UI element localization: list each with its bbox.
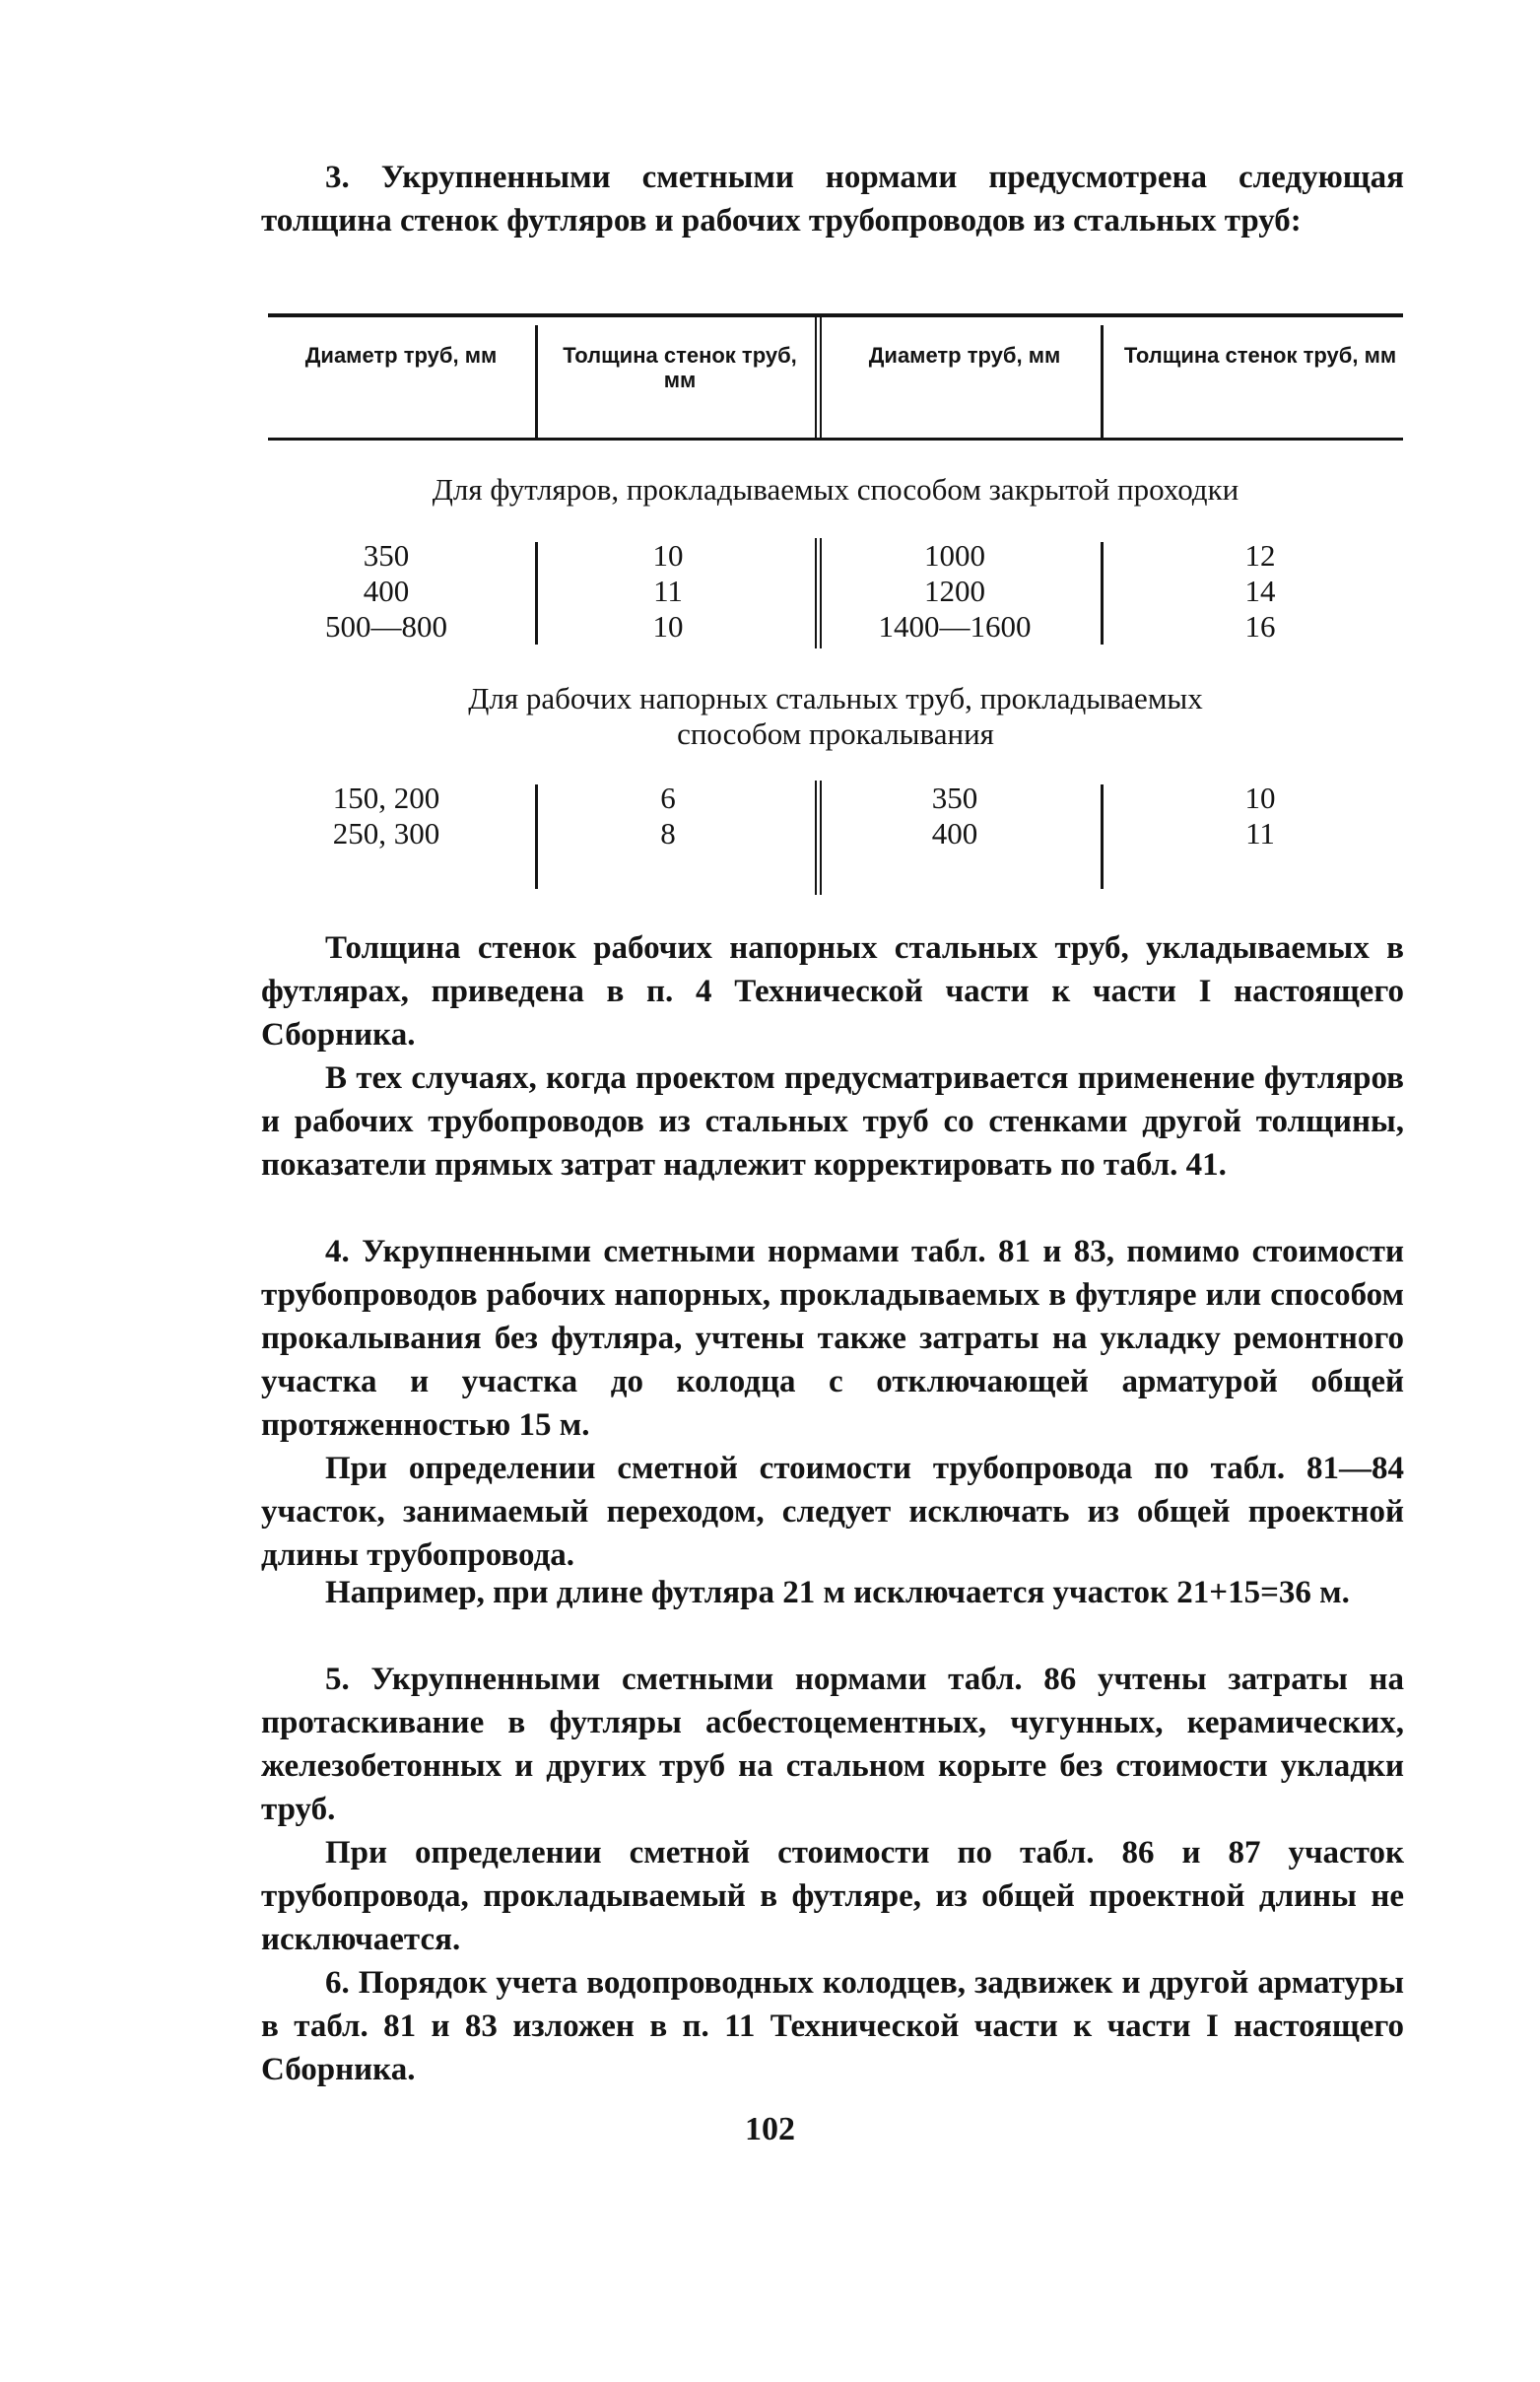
cell-thickness: 6 <box>660 781 676 815</box>
cell-thickness: 8 <box>660 816 676 851</box>
header-diameter-2: Диаметр труб, мм <box>868 343 1061 368</box>
paragraph-transition-length: При определении сметной стоимости трубопровода по табл. 81—84 участок, занимаемый переходом, следует исключать из общей проектной длины трубопровода. <box>261 1451 1404 1573</box>
header-diameter-1: Диаметр труб, мм <box>304 343 498 368</box>
section-pipes-title-line1: Для рабочих напорных стальных труб, прокладываемых <box>468 681 1203 715</box>
intro-paragraph: 3. Укрупненными сметными нормами предусмотрена следующая толщина стенок футляров и рабочих трубопроводов из стальных труб: <box>261 160 1404 238</box>
column-divider-2 <box>815 781 822 895</box>
header-thickness-2: Толщина стенок труб, мм <box>1123 343 1397 368</box>
header-divider-3 <box>1101 325 1104 438</box>
cell-diameter: 150, 200 <box>332 781 440 815</box>
column-divider-1 <box>535 542 538 645</box>
cell-thickness: 14 <box>1244 574 1276 608</box>
section-casings-title: Для футляров, прокладываемых способом закрытой проходки <box>432 472 1239 507</box>
cell-thickness: 16 <box>1244 609 1276 644</box>
table-top-rule <box>268 313 1403 317</box>
cell-thickness: 12 <box>1244 538 1276 573</box>
cell-diameter: 400 <box>931 816 978 851</box>
column-divider-3 <box>1101 784 1104 889</box>
cell-diameter: 400 <box>363 574 410 608</box>
paragraph-item-5: 5. Укрупненными сметными нормами табл. 86 учтены затраты на протаскивание в футляры асбестоцементных, чугунных, керамических, железобетонных и других труб на стальном корыте без стоимости укладки труб. <box>261 1662 1404 1827</box>
cell-diameter: 350 <box>363 538 410 573</box>
cell-thickness: 10 <box>652 538 684 573</box>
page-number: 102 <box>745 2111 795 2147</box>
header-divider-1 <box>535 325 538 438</box>
column-divider-2 <box>815 538 822 648</box>
cell-diameter: 1000 <box>924 538 985 573</box>
paragraph-casing-length: При определении сметной стоимости по табл. 86 и 87 участок трубопровода, прокладываемый в футляре, из общей проектной длины не исключается. <box>261 1835 1404 1957</box>
paragraph-item-4: 4. Укрупненными сметными нормами табл. 81 и 83, помимо стоимости трубопроводов рабочих напорных, прокладываемых в футляре или способом прокалывания без футляра, учтены также затраты на укладку ремонтного участка и участка до колодца с отключающей арматурой общей протяженностью 15 м. <box>261 1234 1404 1443</box>
cell-diameter: 250, 300 <box>332 816 440 851</box>
paragraph-item-6: 6. Порядок учета водопроводных колодцев, задвижек и другой арматуры в табл. 81 и 83 изложен в п. 11 Технической части к части I настоящего Сборника. <box>261 1965 1404 2087</box>
paragraph-other-thickness: В тех случаях, когда проектом предусматривается применение футляров и рабочих трубопроводов из стальных труб со стенками другой толщины, показатели прямых затрат надлежит корректировать по табл. 41. <box>261 1060 1404 1183</box>
cell-thickness: 11 <box>1245 816 1275 851</box>
column-divider-1 <box>535 784 538 889</box>
cell-diameter: 350 <box>931 781 978 815</box>
cell-thickness: 10 <box>1244 781 1276 815</box>
section-pipes-title-line2: способом прокалывания <box>677 716 994 751</box>
column-divider-3 <box>1101 542 1104 645</box>
header-thickness-1: Толщина стенок труб, мм <box>563 343 797 392</box>
cell-thickness: 10 <box>652 609 684 644</box>
paragraph-example: Например, при длине футляра 21 м исключается участок 21+15=36 м. <box>325 1575 1350 1610</box>
header-divider-2 <box>815 317 822 438</box>
cell-diameter: 500—800 <box>325 609 447 644</box>
paragraph-wall-thickness: Толщина стенок рабочих напорных стальных труб, укладываемых в футлярах, приведена в п. 4 Технической части к части I настоящего Сборника. <box>261 930 1404 1053</box>
cell-diameter: 1400—1600 <box>878 609 1032 644</box>
cell-diameter: 1200 <box>924 574 985 608</box>
table-header-rule <box>268 438 1403 441</box>
cell-thickness: 11 <box>653 574 683 608</box>
